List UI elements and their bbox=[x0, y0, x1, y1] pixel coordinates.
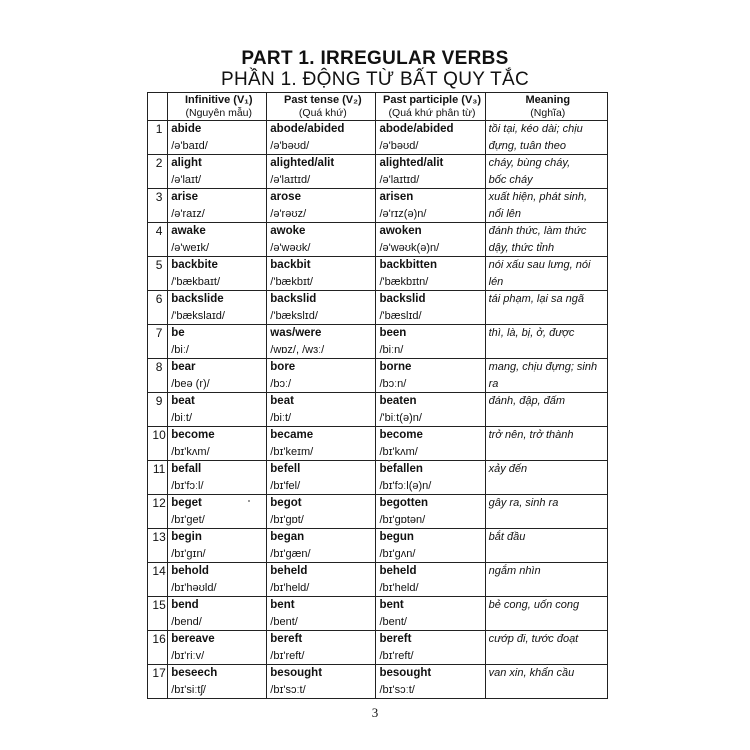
infinitive-cell: beat bbox=[168, 393, 267, 410]
header-infinitive bbox=[168, 93, 267, 121]
infinitive-ipa-cell: /bɪ'kʌm/ bbox=[168, 444, 267, 461]
table-row bbox=[148, 665, 608, 682]
table-row bbox=[148, 121, 608, 138]
past-participle-ipa-cell: /'bækbɪtn/ bbox=[376, 274, 485, 291]
table-body bbox=[148, 121, 608, 699]
page-number: 3 bbox=[371, 705, 379, 720]
speck-mark bbox=[388, 460, 390, 462]
meaning-cell: mang, chịu đựng; sinh bbox=[485, 359, 607, 376]
infinitive-cell: be bbox=[168, 325, 267, 342]
past-participle-cell: alighted/alit bbox=[376, 155, 485, 172]
past-participle-cell: besought bbox=[376, 665, 485, 682]
table-row bbox=[148, 359, 608, 376]
infinitive-ipa-cell: /'bækslaɪd/ bbox=[168, 308, 267, 325]
infinitive-ipa-cell: /bɪ'riːv/ bbox=[168, 648, 267, 665]
past-tense-ipa-cell: /ə'laɪtɪd/ bbox=[267, 172, 376, 189]
past-tense-ipa-cell: /bɪ'fel/ bbox=[267, 478, 376, 495]
past-tense-ipa-cell: /bɔː/ bbox=[267, 376, 376, 393]
infinitive-cell: backslide bbox=[168, 291, 267, 308]
table-row-ipa bbox=[148, 580, 608, 597]
past-tense-ipa-cell: /wɒz/, /wɜː/ bbox=[267, 342, 376, 359]
past-participle-ipa-cell: /bɪ'reft/ bbox=[376, 648, 485, 665]
infinitive-cell: backbite bbox=[168, 257, 267, 274]
row-number: 10 bbox=[148, 427, 168, 461]
table-row-ipa bbox=[148, 342, 608, 359]
past-participle-ipa-cell: /ə'wəʊk(ə)n/ bbox=[376, 240, 485, 257]
meaning-cell: trở nên, trở thành bbox=[485, 427, 607, 444]
infinitive-cell: befall bbox=[168, 461, 267, 478]
infinitive-ipa-cell: /beə (r)/ bbox=[168, 376, 267, 393]
row-number: 14 bbox=[148, 563, 168, 597]
past-participle-cell: been bbox=[376, 325, 485, 342]
table-row bbox=[148, 597, 608, 614]
infinitive-ipa-cell: /ə'baɪd/ bbox=[168, 138, 267, 155]
header-past-sub: (Quá khứ) bbox=[298, 107, 347, 119]
table-row bbox=[148, 325, 608, 342]
past-tense-cell: backbit bbox=[267, 257, 376, 274]
past-tense-cell: abode/abided bbox=[267, 121, 376, 138]
header-meaning-sub: (Nghĩa) bbox=[530, 107, 566, 119]
meaning-cell: bắt đầu bbox=[485, 529, 607, 546]
meaning-cont-cell: đựng, tuân theo bbox=[485, 138, 607, 155]
table-row-ipa bbox=[148, 308, 608, 325]
infinitive-ipa-cell: /'bækbaɪt/ bbox=[168, 274, 267, 291]
infinitive-cell: abide bbox=[168, 121, 267, 138]
table-row-ipa bbox=[148, 478, 608, 495]
meaning-cell: cháy, bùng cháy, bbox=[485, 155, 607, 172]
infinitive-ipa-cell: /biːt/ bbox=[168, 410, 267, 427]
speck-mark bbox=[248, 500, 250, 502]
past-tense-cell: beheld bbox=[267, 563, 376, 580]
meaning-cont-cell: nổi lên bbox=[485, 206, 607, 223]
header-infinitive-sub: (Nguyên mẫu) bbox=[185, 107, 253, 119]
infinitive-cell: become bbox=[168, 427, 267, 444]
table-row bbox=[148, 461, 608, 478]
past-participle-ipa-cell: /bɪ'held/ bbox=[376, 580, 485, 597]
past-participle-cell: begotten bbox=[376, 495, 485, 512]
meaning-cont-cell: dậy, thức tỉnh bbox=[485, 240, 607, 257]
table-row bbox=[148, 223, 608, 240]
past-participle-ipa-cell: /bɪ'fɔːl(ə)n/ bbox=[376, 478, 485, 495]
table-row bbox=[148, 257, 608, 274]
row-number: 15 bbox=[148, 597, 168, 631]
past-participle-cell: awoken bbox=[376, 223, 485, 240]
past-tense-ipa-cell: /bɪ'held/ bbox=[267, 580, 376, 597]
meaning-cont-cell bbox=[485, 580, 607, 597]
infinitive-ipa-cell: /bɪ'fɔːl/ bbox=[168, 478, 267, 495]
past-tense-cell: became bbox=[267, 427, 376, 444]
table-row-ipa bbox=[148, 512, 608, 529]
infinitive-ipa-cell: /ə'raɪz/ bbox=[168, 206, 267, 223]
past-participle-cell: befallen bbox=[376, 461, 485, 478]
meaning-cell: xuất hiện, phát sinh, bbox=[485, 189, 607, 206]
meaning-cell: cướp đi, tước đoạt bbox=[485, 631, 607, 648]
past-participle-ipa-cell: /bɪ'gɒtən/ bbox=[376, 512, 485, 529]
row-number: 4 bbox=[148, 223, 168, 257]
meaning-cell: van xin, khẩn cầu bbox=[485, 665, 607, 682]
table-row bbox=[148, 563, 608, 580]
past-tense-ipa-cell: /ə'bəʊd/ bbox=[267, 138, 376, 155]
meaning-cell: gây ra, sinh ra bbox=[485, 495, 607, 512]
table-row bbox=[148, 495, 608, 512]
past-participle-ipa-cell: /ə'laɪtɪd/ bbox=[376, 172, 485, 189]
row-number: 9 bbox=[148, 393, 168, 427]
past-tense-cell: bore bbox=[267, 359, 376, 376]
table-row-ipa bbox=[148, 138, 608, 155]
past-tense-ipa-cell: /bɪ'keɪm/ bbox=[267, 444, 376, 461]
row-number: 12 bbox=[148, 495, 168, 529]
table-row-ipa bbox=[148, 376, 608, 393]
header-pp-label: Past participle (V₃) bbox=[383, 94, 482, 106]
header-number bbox=[148, 93, 168, 121]
infinitive-ipa-cell: /ə'laɪt/ bbox=[168, 172, 267, 189]
table-row-ipa bbox=[148, 444, 608, 461]
past-participle-ipa-cell: /ə'bəʊd/ bbox=[376, 138, 485, 155]
past-tense-ipa-cell: /'bækslɪd/ bbox=[267, 308, 376, 325]
past-participle-cell: begun bbox=[376, 529, 485, 546]
past-participle-cell: bent bbox=[376, 597, 485, 614]
row-number: 5 bbox=[148, 257, 168, 291]
infinitive-cell: beseech bbox=[168, 665, 267, 682]
row-number: 3 bbox=[148, 189, 168, 223]
infinitive-cell: bereave bbox=[168, 631, 267, 648]
past-tense-cell: bent bbox=[267, 597, 376, 614]
past-participle-ipa-cell: /bɔːn/ bbox=[376, 376, 485, 393]
header-infinitive-label: Infinitive (V₁) bbox=[185, 94, 253, 106]
meaning-cell: tái phạm, lại sa ngã bbox=[485, 291, 607, 308]
past-participle-cell: beaten bbox=[376, 393, 485, 410]
past-participle-ipa-cell: /bɪ'kʌm/ bbox=[376, 444, 485, 461]
table-row bbox=[148, 393, 608, 410]
table-row-ipa bbox=[148, 546, 608, 563]
past-tense-cell: befell bbox=[267, 461, 376, 478]
row-number: 13 bbox=[148, 529, 168, 563]
meaning-cell: đánh thức, làm thức bbox=[485, 223, 607, 240]
table-row-ipa bbox=[148, 682, 608, 699]
header-past-participle bbox=[376, 93, 485, 121]
meaning-cont-cell bbox=[485, 308, 607, 325]
past-participle-ipa-cell: /'biːt(ə)n/ bbox=[376, 410, 485, 427]
header-pp-sub: (Quá khứ phân từ) bbox=[388, 107, 476, 119]
row-number: 2 bbox=[148, 155, 168, 189]
past-tense-ipa-cell: /bɪ'reft/ bbox=[267, 648, 376, 665]
infinitive-ipa-cell: /biː/ bbox=[168, 342, 267, 359]
past-tense-ipa-cell: /bɪ'gæn/ bbox=[267, 546, 376, 563]
table-row-ipa bbox=[148, 648, 608, 665]
past-participle-ipa-cell: /'bæslɪd/ bbox=[376, 308, 485, 325]
table-header-row bbox=[148, 93, 608, 121]
infinitive-cell: alight bbox=[168, 155, 267, 172]
infinitive-ipa-cell: /bɪ'həʊld/ bbox=[168, 580, 267, 597]
past-tense-cell: begot bbox=[267, 495, 376, 512]
past-participle-cell: bereft bbox=[376, 631, 485, 648]
header-meaning-label: Meaning bbox=[525, 94, 571, 106]
table-row-ipa bbox=[148, 274, 608, 291]
past-participle-ipa-cell: /ə'rɪz(ə)n/ bbox=[376, 206, 485, 223]
meaning-cell: ngắm nhìn bbox=[485, 563, 607, 580]
past-participle-cell: arisen bbox=[376, 189, 485, 206]
infinitive-cell: begin bbox=[168, 529, 267, 546]
table-row bbox=[148, 155, 608, 172]
past-participle-cell: backslid bbox=[376, 291, 485, 308]
table-row bbox=[148, 631, 608, 648]
table-row-ipa bbox=[148, 410, 608, 427]
row-number: 1 bbox=[148, 121, 168, 155]
meaning-cont-cell bbox=[485, 682, 607, 699]
past-participle-ipa-cell: /biːn/ bbox=[376, 342, 485, 359]
past-participle-cell: beheld bbox=[376, 563, 485, 580]
past-tense-cell: began bbox=[267, 529, 376, 546]
past-tense-ipa-cell: /'bækbɪt/ bbox=[267, 274, 376, 291]
page-subtitle: PHẦN 1. ĐỘNG TỪ BẤT QUY TẮC bbox=[221, 69, 529, 90]
meaning-cont-cell: lén bbox=[485, 274, 607, 291]
past-tense-cell: arose bbox=[267, 189, 376, 206]
past-participle-ipa-cell: /bɪ'sɔːt/ bbox=[376, 682, 485, 699]
row-number: 6 bbox=[148, 291, 168, 325]
meaning-cell: nói xấu sau lưng, nói bbox=[485, 257, 607, 274]
meaning-cont-cell: bốc cháy bbox=[485, 172, 607, 189]
meaning-cell: đánh, đập, đấm bbox=[485, 393, 607, 410]
table-row bbox=[148, 427, 608, 444]
header-meaning bbox=[485, 93, 607, 121]
header-past-tense bbox=[267, 93, 376, 121]
infinitive-cell: beget bbox=[168, 495, 267, 512]
past-tense-ipa-cell: /biːt/ bbox=[267, 410, 376, 427]
past-participle-cell: backbitten bbox=[376, 257, 485, 274]
table-row-ipa bbox=[148, 206, 608, 223]
past-tense-cell: awoke bbox=[267, 223, 376, 240]
infinitive-ipa-cell: /bɪ'get/ bbox=[168, 512, 267, 529]
past-tense-ipa-cell: /ə'wəʊk/ bbox=[267, 240, 376, 257]
irregular-verbs-table bbox=[147, 92, 608, 699]
meaning-cont-cell: ra bbox=[485, 376, 607, 393]
infinitive-ipa-cell: /bɪ'gɪn/ bbox=[168, 546, 267, 563]
meaning-cont-cell bbox=[485, 512, 607, 529]
past-tense-ipa-cell: /bɪ'gɒt/ bbox=[267, 512, 376, 529]
infinitive-cell: behold bbox=[168, 563, 267, 580]
table-row bbox=[148, 291, 608, 308]
meaning-cont-cell bbox=[485, 648, 607, 665]
table-row-ipa bbox=[148, 614, 608, 631]
infinitive-cell: bear bbox=[168, 359, 267, 376]
infinitive-ipa-cell: /bend/ bbox=[168, 614, 267, 631]
table-row-ipa bbox=[148, 240, 608, 257]
meaning-cont-cell bbox=[485, 342, 607, 359]
infinitive-ipa-cell: /ə'weɪk/ bbox=[168, 240, 267, 257]
past-participle-cell: borne bbox=[376, 359, 485, 376]
row-number: 17 bbox=[148, 665, 168, 699]
past-participle-ipa-cell: /bent/ bbox=[376, 614, 485, 631]
past-tense-cell: bereft bbox=[267, 631, 376, 648]
past-tense-ipa-cell: /ə'rəʊz/ bbox=[267, 206, 376, 223]
table-row bbox=[148, 189, 608, 206]
past-participle-cell: abode/abided bbox=[376, 121, 485, 138]
header-past-label: Past tense (V₂) bbox=[284, 94, 362, 106]
past-participle-cell: become bbox=[376, 427, 485, 444]
meaning-cont-cell bbox=[485, 546, 607, 563]
table-row-ipa bbox=[148, 172, 608, 189]
past-tense-cell: alighted/alit bbox=[267, 155, 376, 172]
row-number: 16 bbox=[148, 631, 168, 665]
meaning-cell: xảy đến bbox=[485, 461, 607, 478]
table-row bbox=[148, 529, 608, 546]
infinitive-cell: arise bbox=[168, 189, 267, 206]
meaning-cont-cell bbox=[485, 444, 607, 461]
past-tense-cell: besought bbox=[267, 665, 376, 682]
past-participle-ipa-cell: /bɪ'gʌn/ bbox=[376, 546, 485, 563]
infinitive-cell: bend bbox=[168, 597, 267, 614]
row-number: 11 bbox=[148, 461, 168, 495]
past-tense-cell: beat bbox=[267, 393, 376, 410]
past-tense-ipa-cell: /bɪ'sɔːt/ bbox=[267, 682, 376, 699]
meaning-cell: bẻ cong, uốn cong bbox=[485, 597, 607, 614]
infinitive-cell: awake bbox=[168, 223, 267, 240]
meaning-cont-cell bbox=[485, 478, 607, 495]
meaning-cell: thì, là, bị, ở, được bbox=[485, 325, 607, 342]
row-number: 7 bbox=[148, 325, 168, 359]
past-tense-cell: was/were bbox=[267, 325, 376, 342]
past-tense-ipa-cell: /bent/ bbox=[267, 614, 376, 631]
meaning-cont-cell bbox=[485, 410, 607, 427]
meaning-cont-cell bbox=[485, 614, 607, 631]
infinitive-ipa-cell: /bɪ'siːtʃ/ bbox=[168, 682, 267, 699]
page-title: PART 1. IRREGULAR VERBS bbox=[241, 48, 509, 69]
past-tense-cell: backslid bbox=[267, 291, 376, 308]
row-number: 8 bbox=[148, 359, 168, 393]
meaning-cell: tồi tại, kéo dài; chịu bbox=[485, 121, 607, 138]
